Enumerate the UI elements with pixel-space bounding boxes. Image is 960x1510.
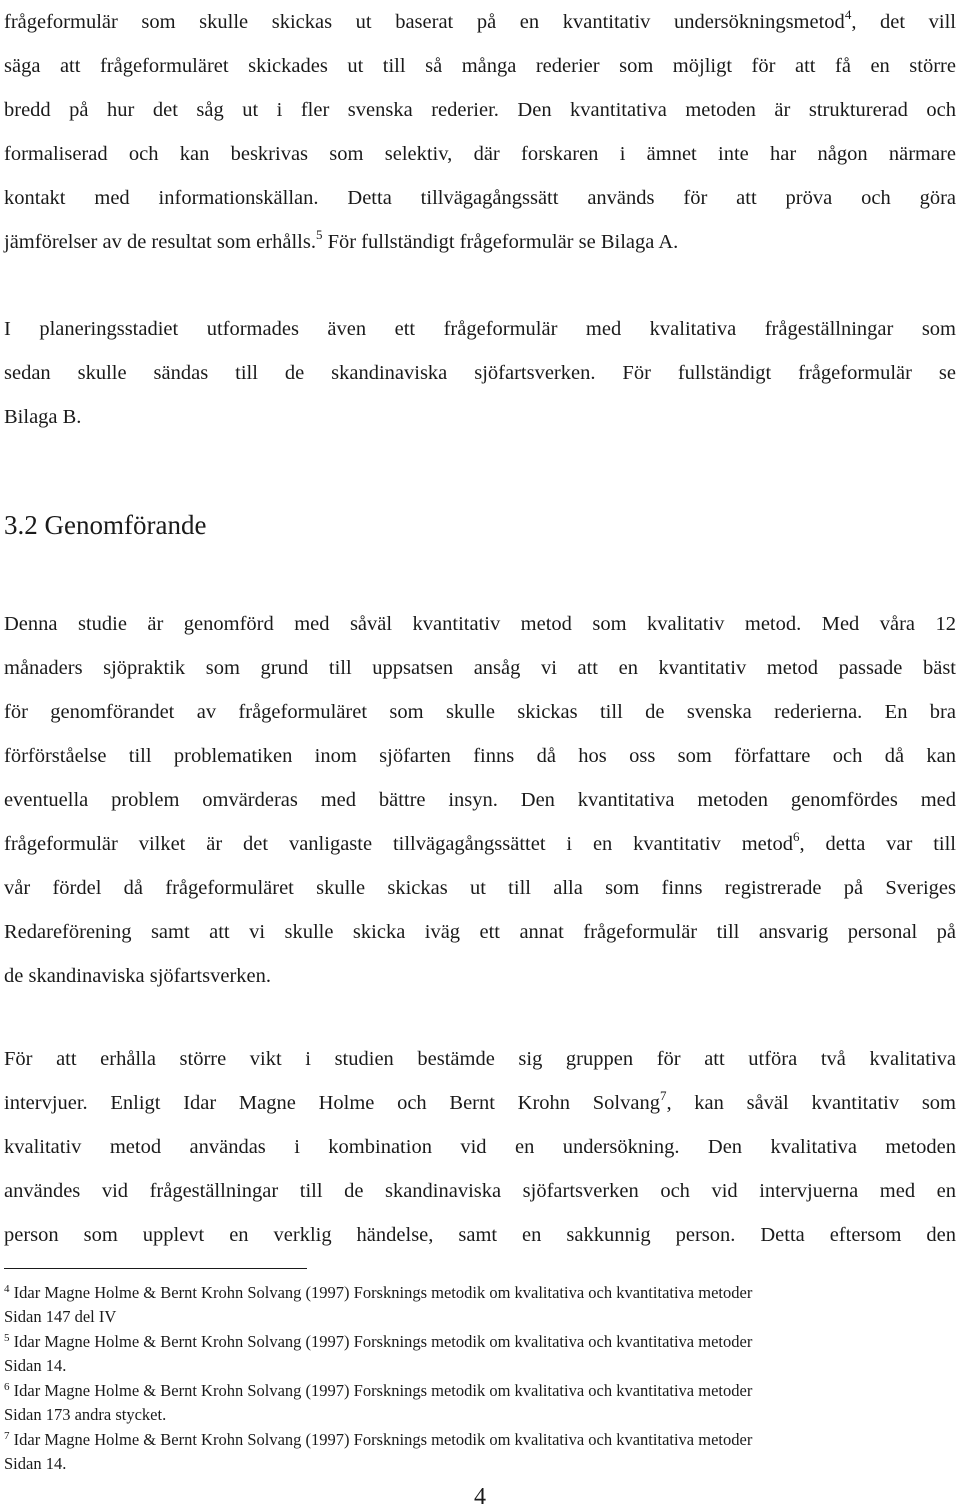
text-line: säga att frågeformuläret skickades ut till så många rederier som möjligt för att få en större [4, 55, 956, 77]
text-line: för genomförandet av frågeformuläret som skulle skickas till de svenska rederierna. En bra [4, 701, 956, 723]
text-line: användes vid frågeställningar till de skandinaviska sjöfartsverken och vid intervjuerna med en [4, 1180, 956, 1202]
paragraph-method-intro [4, 0, 956, 264]
text-line: frågeformulär vilket är det vanligaste tillvägagångssättet i en kvantitativ metod$^6$, detta var till [4, 829, 957, 855]
footnote-4: $^4$ Idar Magne Holme & Bernt Krohn Solvang (1997) Forsknings metodik om kvalitativa och kvantitativa metoder Sidan 147 del IV [4, 1283, 753, 1326]
text-line: jämförelser av de resultat som erhålls.$^5$ För fullständigt frågeformulär se Bilaga A. [4, 227, 679, 253]
section-heading: 3.2 Genomförande [4, 510, 207, 540]
text-line: de skandinaviska sjöfartsverken. [4, 965, 271, 987]
text-line: bredd på hur det såg ut i fler svenska rederier. Den kvantitativa metoden är strukturerad och [4, 99, 956, 121]
footnote-ref[interactable]: 7 [659, 1088, 667, 1103]
text-line: förförståelse till problematiken inom sjöfarten finns då hos oss som författare och då kan [4, 745, 956, 767]
text-line: Bilaga B. [4, 406, 82, 428]
text-line: sedan skulle sändas till de skandinaviska sjöfartsverken. För fullständigt frågeformulär se [4, 362, 956, 384]
footnote-separator [4, 1268, 307, 1269]
footnote-ref[interactable]: 4 [844, 7, 852, 22]
text-line: I planeringsstadiet utformades även ett frågeformulär med kvalitativa frågeställningar som [4, 318, 956, 340]
footnote-5: $^5$ Idar Magne Holme & Bernt Krohn Solvang (1997) Forsknings metodik om kvalitativa och kvantitativa metoder Sidan 14. [4, 1332, 753, 1375]
page-number: 4 [474, 1484, 486, 1510]
footnote-ref[interactable]: 6 [792, 829, 800, 844]
text-line: person som upplevt en verklig händelse, samt en sakkunnig person. Detta eftersom den [4, 1224, 956, 1246]
footnote-7: $^7$ Idar Magne Holme & Bernt Krohn Solvang (1997) Forsknings metodik om kvalitativa och kvantitativa metoder Sidan 14. [4, 1430, 753, 1473]
footnote-ref[interactable]: 5 [315, 227, 323, 242]
footnote-6: $^6$ Idar Magne Holme & Bernt Krohn Solvang (1997) Forsknings metodik om kvalitativa och kvantitativa metoder Sidan 173 andra stycket. [4, 1381, 753, 1424]
paragraph-execution [4, 602, 956, 998]
paragraph-planning [4, 307, 956, 439]
paragraph-interviews [4, 1037, 956, 1257]
text-line: eventuella problem omvärderas med bättre insyn. Den kvantitativa metoden genomfördes med [4, 789, 956, 811]
text-line: Denna studie är genomförd med såväl kvantitativ metod som kvalitativ metod. Med våra 12 [4, 613, 956, 635]
text-line: kontakt med informationskällan. Detta tillvägagångssätt används för att pröva och göra [4, 187, 956, 209]
text-line: formaliserad och kan beskrivas som selektiv, där forskaren i ämnet inte har någon närmare [4, 143, 956, 165]
text-line: Redareförening samt att vi skulle skicka iväg ett annat frågeformulär till ansvarig personal på [4, 921, 956, 943]
text-line: frågeformulär som skulle skickas ut baserat på en kvantitativ undersökningsmetod$^4$, det vill [4, 7, 956, 33]
text-line: kvalitativ metod användas i kombination vid en undersökning. Den kvalitativa metoden [4, 1136, 956, 1158]
text-line: månaders sjöpraktik som grund till uppsatsen ansåg vi att en kvantitativ metod passade bäst [4, 657, 956, 679]
text-line: För att erhålla större vikt i studien bestämde sig gruppen för att utföra två kvalitativa [4, 1048, 956, 1070]
text-line: vår fördel då frågeformuläret skulle skickas ut till alla som finns registrerade på Sveriges [4, 877, 956, 899]
text-line: intervjuer. Enligt Idar Magne Holme och Bernt Krohn Solvang$^7$, kan såväl kvantitativ som [4, 1088, 957, 1114]
